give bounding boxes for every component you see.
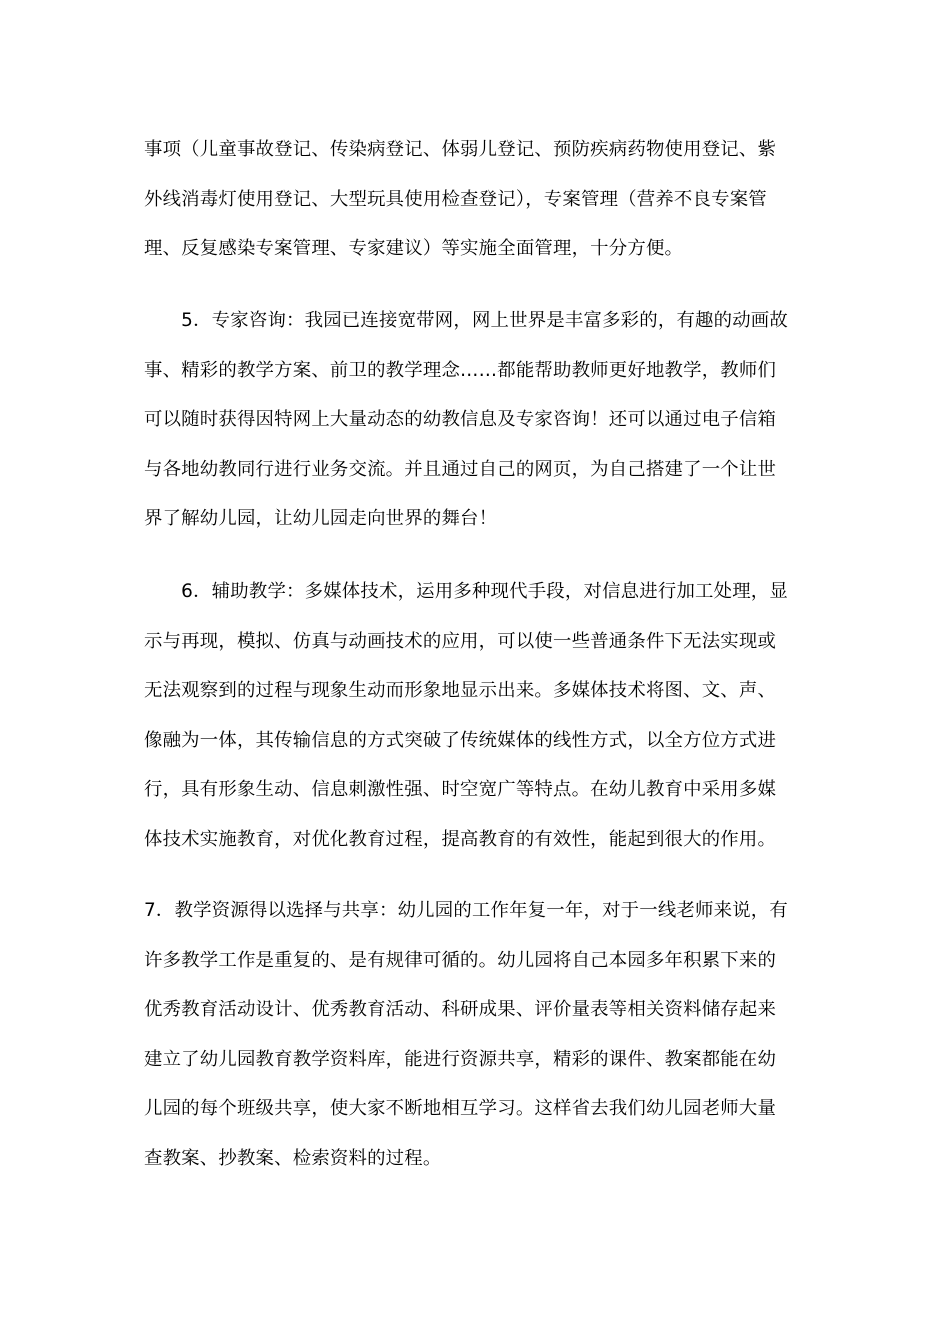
text-line: 示与再现，模拟、仿真与动画技术的应用，可以使一些普通条件下无法实现或 <box>144 630 777 652</box>
paragraph-registration-management <box>144 125 814 274</box>
text-line: 许多教学工作是重复的、是有规律可循的。幼儿园将自己本园多年积累下来的 <box>144 949 777 971</box>
paragraph-resource-sharing <box>144 886 814 1183</box>
text-line: 与各地幼教同行进行业务交流。并且通过自己的网页，为自己搭建了一个让世 <box>144 458 777 480</box>
text-line: 无法观察到的过程与现象生动而形象地显示出来。多媒体技术将图、文、声、 <box>144 680 777 701</box>
text-line: 理、反复感染专案管理、专家建议）等实施全面管理，十分方便。 <box>144 238 684 259</box>
text-line: 行，具有形象生动、信息刺激性强、时空宽广等特点。在幼儿教育中采用多媒 <box>144 779 777 800</box>
text-line: 外线消毒灯使用登记、大型玩具使用检查登记），专案管理（营养不良专案管 <box>144 188 767 210</box>
text-line: 事项（儿童事故登记、传染病登记、体弱儿登记、预防疾病药物使用登记、紫 <box>144 139 777 160</box>
text-line: 体技术实施教育，对优化教育过程，提高教育的有效性，能起到很大的作用。 <box>144 828 777 850</box>
text-line: 7．教学资源得以选择与共享：幼儿园的工作年复一年，对于一线老师来说，有 <box>144 900 788 921</box>
text-line: 优秀教育活动设计、优秀教育活动、科研成果、评价量表等相关资料储存起来 <box>144 999 777 1020</box>
text-line: 像融为一体，其传输信息的方式突破了传统媒体的线性方式，以全方位方式进 <box>144 729 777 751</box>
text-line: 查教案、抄教案、检索资料的过程。 <box>144 1147 442 1169</box>
text-line: 事、精彩的教学方案、前卫的教学理念……都能帮助教师更好地教学，教师们 <box>144 359 777 381</box>
text-line: 5．专家咨询：我园已连接宽带网，网上世界是丰富多彩的，有趣的动画故 <box>144 310 788 331</box>
paragraph-assisted-teaching <box>144 567 814 864</box>
paragraph-expert-consultation <box>144 296 814 544</box>
text-line: 界了解幼儿园，让幼儿园走向世界的舞台！ <box>144 508 498 529</box>
text-line: 6．辅助教学：多媒体技术，运用多种现代手段，对信息进行加工处理，显 <box>144 581 788 602</box>
text-line: 可以随时获得因特网上大量动态的幼教信息及专家咨询！还可以通过电子信箱 <box>144 409 777 430</box>
text-line: 建立了幼儿园教育教学资料库，能进行资源共享，精彩的课件、教案都能在幼 <box>144 1048 777 1070</box>
text-line: 儿园的每个班级共享，使大家不断地相互学习。这样省去我们幼儿园老师大量 <box>144 1098 777 1119</box>
